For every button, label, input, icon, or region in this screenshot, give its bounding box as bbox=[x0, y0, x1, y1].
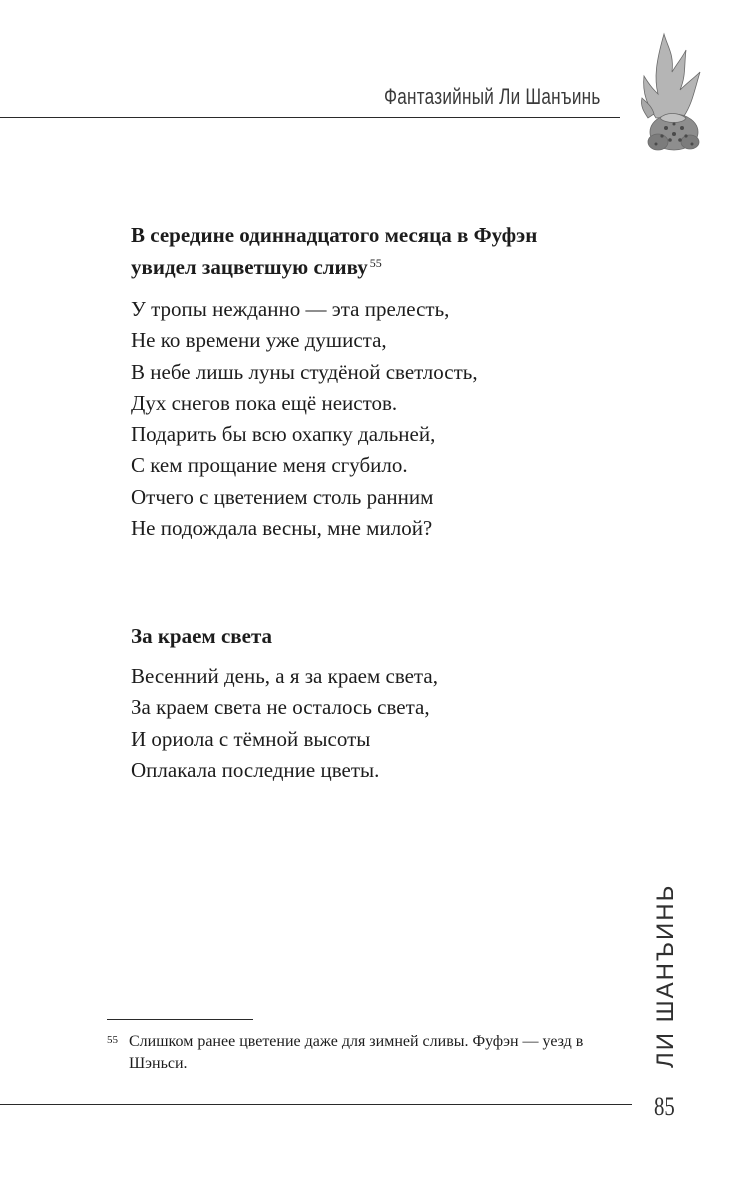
footnote bbox=[107, 1031, 637, 1075]
poem-2-stanza bbox=[131, 661, 438, 786]
poem-1-title-line-1: В середине одиннадцатого месяца в Фуфэн bbox=[131, 223, 538, 247]
poem-1-title-line-2 bbox=[131, 251, 537, 283]
footnote-number: 55 bbox=[107, 1034, 118, 1046]
poem-line: Не подождала весны, мне милой? bbox=[131, 516, 433, 541]
running-title: Фантазийный Ли Шанъинь bbox=[384, 84, 601, 109]
poem-1-title bbox=[131, 219, 537, 283]
poem-line: С кем прощание меня сгубило. bbox=[131, 453, 408, 478]
poem-2-title: За краем света bbox=[131, 624, 273, 648]
poem-line: Подарить бы всю охапку дальней, bbox=[131, 422, 436, 447]
poem-line: Отчего с цветением столь ранним bbox=[131, 484, 434, 509]
poem-line: Оплакала последние цветы. bbox=[131, 757, 380, 782]
footnote-reference[interactable]: 55 bbox=[369, 256, 382, 270]
side-author-name: ЛИ ШАНЪИНЬ bbox=[652, 883, 679, 1068]
poem-line: И ориола с тёмной высоты bbox=[131, 726, 371, 751]
poem-line: Дух снегов пока ещё неистов. bbox=[131, 390, 398, 415]
footnote-text: Слишком ранее цветение даже для зимней сливы. Фуфэн — уезд в Шэньси. bbox=[129, 1033, 584, 1072]
poem-line: Весенний день, а я за краем света, bbox=[131, 664, 438, 688]
poem-line: За краем света не осталось света, bbox=[131, 695, 430, 720]
poem-1-stanza bbox=[131, 294, 478, 544]
poem-line: В небе лишь луны студёной светлость, bbox=[131, 359, 478, 384]
page-number: 85 bbox=[654, 1092, 675, 1121]
poem-line: У тропы нежданно — эта прелесть, bbox=[131, 297, 450, 321]
header-rule bbox=[0, 117, 620, 118]
footnote-rule bbox=[107, 1019, 253, 1020]
poem-line: Не ко времени уже душиста, bbox=[131, 328, 387, 353]
footer-rule bbox=[0, 1104, 632, 1105]
dragon-figurine-emblem bbox=[634, 32, 706, 158]
poem-1-title-line-2-text: увидел зацветшую сливу bbox=[131, 255, 368, 279]
